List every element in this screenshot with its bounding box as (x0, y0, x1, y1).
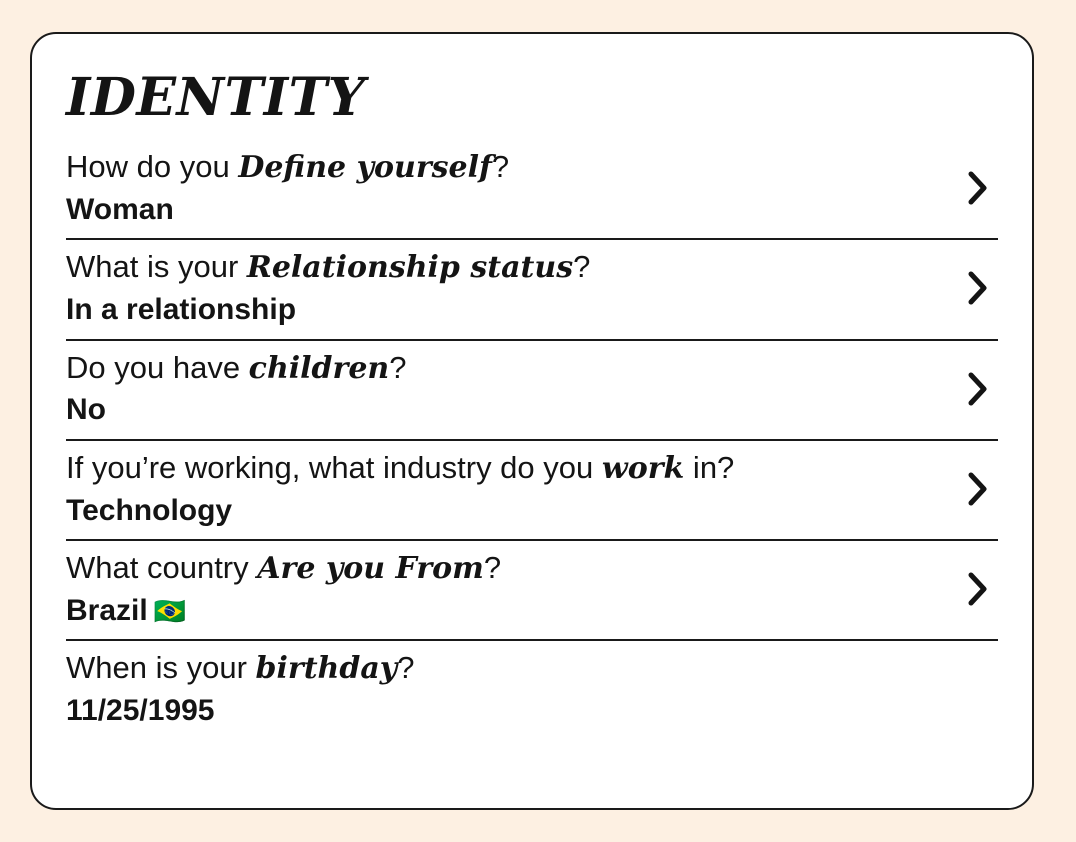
answer-value (66, 191, 942, 229)
answer-value (66, 391, 942, 429)
question-suffix: ? (389, 349, 407, 385)
answer-value (66, 592, 942, 630)
identity-card (30, 32, 1034, 810)
chevron-right-icon[interactable] (958, 572, 998, 606)
row-text (66, 649, 998, 729)
identity-row-children[interactable] (66, 341, 998, 441)
answer-text: Brazil (66, 593, 148, 627)
question-suffix: ? (397, 650, 415, 686)
question-prefix: When is your (66, 650, 256, 686)
identity-row-work-industry[interactable] (66, 441, 998, 541)
answer-text: Technology (66, 493, 233, 527)
chevron-right-icon[interactable] (958, 472, 998, 506)
question-emphasis: Relationship status (246, 250, 574, 286)
identity-rows (66, 140, 998, 740)
chevron-right-icon[interactable] (958, 372, 998, 406)
identity-row-relationship-status[interactable] (66, 240, 998, 340)
answer-text: 11/25/1995 (66, 694, 215, 727)
answer-value (66, 492, 942, 530)
chevron-right-icon[interactable] (958, 171, 998, 205)
question-label (66, 549, 942, 588)
identity-card-inner (32, 34, 1032, 740)
question-label (66, 248, 942, 287)
row-text (66, 248, 942, 328)
identity-row-birthday[interactable] (66, 641, 998, 739)
question-prefix: How do you (66, 149, 239, 184)
identity-row-country[interactable] (66, 541, 998, 641)
answer-value (66, 291, 942, 329)
flag-emoji: 🇧🇷 (153, 595, 187, 626)
question-suffix: ? (483, 550, 502, 585)
question-suffix: ? (573, 249, 591, 285)
question-prefix: Do you have (66, 349, 249, 385)
question-prefix: What is your (66, 249, 247, 285)
question-suffix: ? (491, 149, 510, 184)
answer-value (66, 692, 998, 730)
answer-text: No (66, 393, 106, 427)
row-text (66, 349, 942, 429)
chevron-right-icon[interactable] (958, 271, 998, 305)
row-text (66, 549, 942, 629)
question-suffix: in? (684, 449, 735, 485)
question-emphasis: work (601, 450, 685, 486)
question-label (66, 449, 942, 488)
question-prefix: If you’re working, what industry do you (66, 449, 602, 485)
question-label (66, 148, 942, 187)
question-emphasis: Are you From (257, 551, 484, 586)
question-label (66, 649, 998, 688)
identity-row-define-yourself[interactable] (66, 140, 998, 240)
question-emphasis: children (248, 350, 390, 386)
question-emphasis: birthday (255, 651, 398, 687)
row-text (66, 449, 942, 529)
row-text (66, 148, 942, 228)
question-prefix: What country (66, 550, 258, 585)
question-label (66, 349, 942, 388)
question-emphasis: Define yourself (238, 150, 492, 185)
answer-text: In a relationship (66, 293, 297, 326)
page-title: IDENTITY (66, 67, 366, 128)
answer-text: Woman (66, 192, 174, 226)
